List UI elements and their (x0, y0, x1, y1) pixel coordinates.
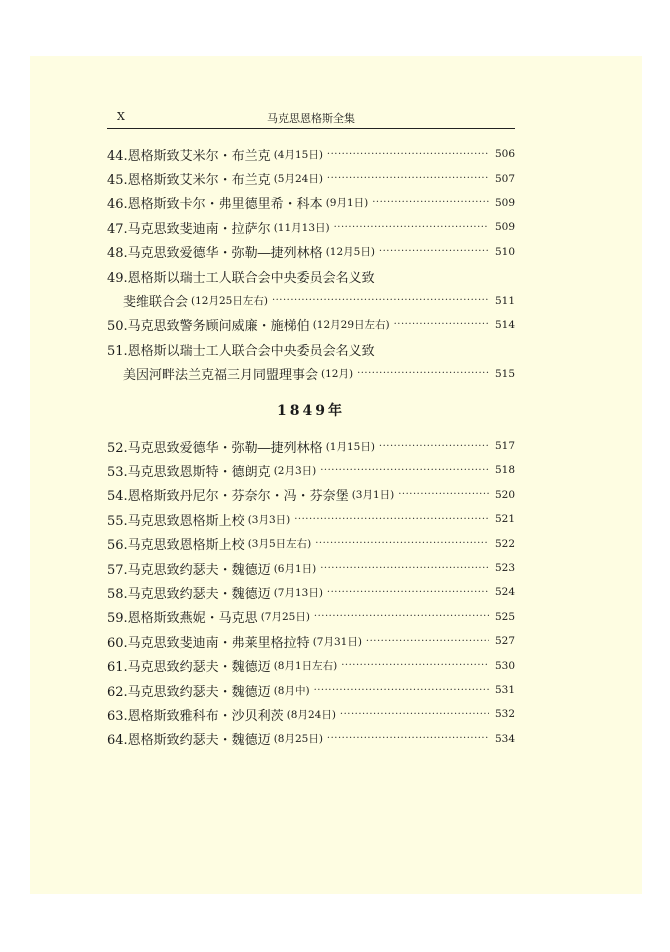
toc-entry-title: 44.恩格斯致艾米尔・布兰克 (107, 148, 271, 164)
toc-entry (107, 240, 515, 264)
toc-entry-title: 52.马克思致爱德华・弥勒―捷列林格 (107, 440, 323, 456)
header-page-number: X (117, 110, 125, 123)
toc-entry-page: 527 (494, 635, 515, 648)
toc-entry (107, 702, 515, 726)
toc-entry-title: 45.恩格斯致艾米尔・布兰克 (107, 173, 271, 189)
toc-entry-page: 514 (494, 318, 515, 331)
toc-entry-title: 63.恩格斯致雅科布・沙贝利茨 (107, 708, 284, 724)
toc-group-1849 (107, 434, 515, 751)
toc-entry-date: (7月31日) (312, 635, 362, 648)
leader-dots (320, 563, 489, 574)
toc-entry-date: (3月5日左右) (247, 538, 312, 551)
toc-entry (107, 531, 515, 555)
toc-entry-date: (4月15日) (273, 148, 323, 161)
toc-entry-page: 523 (494, 562, 515, 575)
toc-entry-title: 47.马克思致斐迪南・拉萨尔 (107, 221, 271, 237)
toc-entry-page: 515 (494, 367, 515, 380)
toc-entry-title: 64.恩格斯致约瑟夫・魏德迈 (107, 733, 271, 749)
toc-entry (107, 653, 515, 677)
leader-dots (315, 538, 489, 549)
toc-entry-page: 510 (494, 245, 515, 258)
toc-entry-title: 56.马克思致恩格斯上校 (107, 538, 245, 554)
leader-dots (334, 222, 489, 233)
leader-dots (314, 685, 489, 696)
toc-entry (107, 507, 515, 531)
toc-entry-title: 62.马克思致约瑟夫・魏德迈 (107, 684, 271, 700)
toc-entry-page: 531 (494, 684, 515, 696)
header-title: 马克思恩格斯全集 (267, 112, 355, 125)
leader-dots (372, 197, 489, 208)
toc-entry-date: (8月25日) (273, 733, 323, 746)
toc-entry-date: (8月中) (273, 684, 310, 697)
toc-entry-date: (3月1日) (351, 489, 395, 502)
toc-entry-page: 509 (494, 196, 515, 209)
toc-entry (107, 580, 515, 604)
toc-entry-page: 524 (494, 586, 515, 599)
toc-entry-title: 48.马克思致爱德华・弥勒―捷列林格 (107, 246, 323, 262)
toc-entry-page: 520 (494, 488, 515, 501)
toc-entry (107, 556, 515, 580)
toc-entry-date: (9月1日) (325, 197, 369, 210)
toc-entry-title: 53.马克思致恩斯特・德朗克 (107, 464, 271, 480)
leader-dots (327, 149, 489, 160)
toc-entry (107, 434, 515, 458)
leader-dots (327, 733, 489, 744)
toc-entry-page: 506 (494, 148, 515, 161)
leader-dots (327, 587, 489, 598)
toc-entry (107, 605, 515, 629)
toc-entry-49-line1 (107, 264, 515, 288)
leader-dots (341, 660, 489, 671)
toc-entry-title: 46.恩格斯致卡尔・弗里德里希・科本 (107, 197, 323, 213)
leader-dots (340, 709, 489, 720)
toc-entry-title: 54.恩格斯致丹尼尔・芬奈尔・冯・芬奈堡 (107, 489, 349, 505)
table-of-contents (107, 142, 515, 751)
toc-entry-51-line2 (107, 362, 515, 386)
running-header (107, 108, 515, 129)
toc-entry-49-line2 (107, 288, 515, 312)
leader-dots (366, 636, 489, 647)
toc-entry-page: 517 (494, 440, 515, 453)
toc-entry-page: 534 (494, 732, 515, 745)
toc-entry-title: 49.恩格斯以瑞士工人联合会中央委员会名义致 (107, 270, 375, 286)
toc-entry-title: 60.马克思致斐迪南・弗莱里格拉特 (107, 635, 310, 651)
toc-entry-title: 58.马克思致约瑟夫・魏德迈 (107, 586, 271, 602)
toc-entry-title: 59.恩格斯致燕妮・马克思 (107, 611, 258, 627)
leader-dots (357, 368, 489, 379)
toc-entry-page: 518 (494, 464, 515, 477)
toc-entry-date: (6月1日) (273, 562, 317, 575)
toc-entry (107, 678, 515, 702)
toc-entry-title: 57.马克思致约瑟夫・魏德迈 (107, 562, 271, 578)
toc-entry (107, 458, 515, 482)
toc-entry (107, 166, 515, 190)
toc-entry-title: 51.恩格斯以瑞士工人联合会中央委员会名义致 (107, 343, 375, 359)
toc-entry-page: 532 (494, 708, 515, 721)
leader-dots (327, 173, 489, 184)
toc-entry-page: 530 (494, 659, 515, 672)
toc-entry-date: (3月3日) (247, 513, 291, 526)
section-heading-year: 1849年 (277, 402, 345, 419)
toc-entry-page: 525 (494, 610, 515, 623)
toc-entry-51-line1 (107, 337, 515, 361)
toc-entry-date: (12月29日左右) (312, 319, 390, 332)
toc-entry-title: 斐维联合会 (123, 295, 189, 311)
leader-dots (379, 246, 489, 257)
toc-entry-page: 522 (494, 537, 515, 550)
toc-entry-date: (2月3日) (273, 464, 317, 477)
toc-entry-50 (107, 313, 515, 337)
toc-entry (107, 483, 515, 507)
toc-entry-page: 509 (494, 221, 515, 234)
toc-entry-date: (7月25日) (260, 611, 310, 624)
toc-entry-title: 美因河畔法兰克福三月同盟理事会 (123, 368, 319, 384)
toc-entry (107, 727, 515, 751)
toc-group-1848 (107, 142, 515, 264)
toc-entry-title: 50.马克思致警务顾问威廉・施梯伯 (107, 319, 310, 335)
leader-dots (272, 295, 489, 306)
toc-entry-date: (8月1日左右) (273, 660, 338, 673)
toc-entry (107, 142, 515, 166)
toc-entry-date: (12月5日) (325, 246, 375, 259)
toc-entry-date: (12月25日左右) (191, 295, 268, 308)
toc-entry-date: (12月) (321, 368, 354, 381)
toc-entry-page: 521 (494, 513, 515, 526)
leader-dots (320, 465, 489, 476)
toc-entry-date: (1月15日) (325, 440, 375, 453)
leader-dots (314, 611, 489, 622)
toc-entry (107, 215, 515, 239)
leader-dots (294, 514, 489, 525)
toc-entry-date: (11月13日) (273, 221, 330, 234)
toc-entry-date: (7月13日) (273, 586, 323, 599)
leader-dots (398, 489, 489, 500)
toc-entry-title: 55.马克思致恩格斯上校 (107, 513, 245, 529)
toc-entry (107, 629, 515, 653)
toc-entry-page: 507 (494, 172, 515, 185)
toc-entry-date: (8月24日) (286, 708, 336, 721)
leader-dots (394, 319, 489, 330)
leader-dots (379, 441, 489, 452)
toc-entry-title: 61.马克思致约瑟夫・魏德迈 (107, 660, 271, 676)
toc-entry (107, 191, 515, 215)
toc-entry-date: (5月24日) (273, 173, 323, 186)
toc-entry-page: 511 (494, 294, 515, 307)
